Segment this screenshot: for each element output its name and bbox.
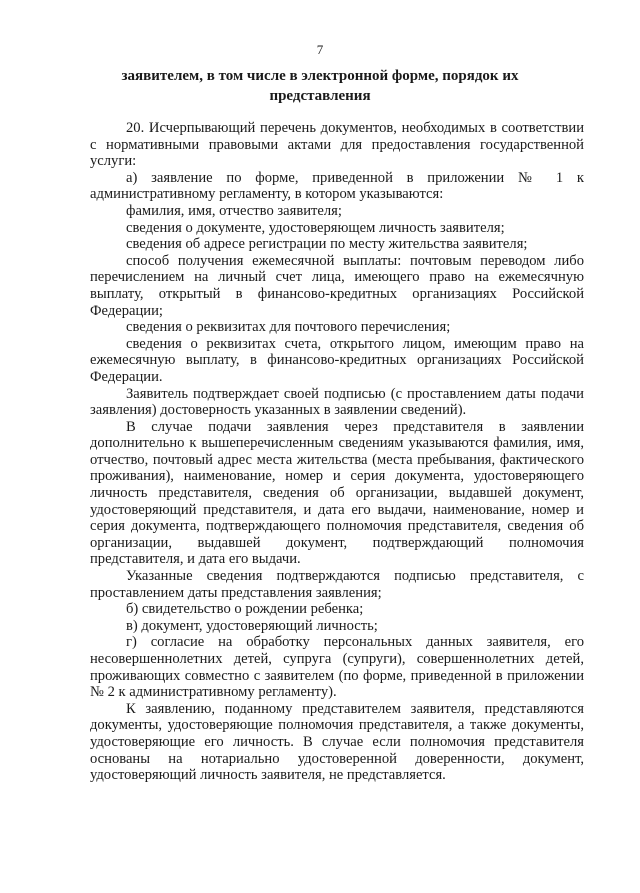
paragraph-item-20: 20. Исчерпывающий перечень документов, необходимых в соответствии с нормативными правовыми актами для предоставления государственной услуги: bbox=[90, 120, 584, 170]
paragraph-representative-signature: Указанные сведения подтверждаются подписью представителя, с проставлением даты представления заявления; bbox=[90, 568, 584, 601]
paragraph-identity-doc: сведения о документе, удостоверяющем личность заявителя; bbox=[126, 219, 505, 236]
paragraph-account-details: сведения о реквизитах счета, открытого лицом, имеющим право на ежемесячную выплату, в финансово-кредитных организациях Российской Федерации. bbox=[90, 335, 584, 385]
paragraph-address: сведения об адресе регистрации по месту жительства заявителя; bbox=[126, 236, 528, 253]
paragraph-payment-method: способ получения ежемесячной выплаты: почтовым переводом либо перечислением на личный счет лица, имеющего право на ежемесячную выплату, открытый в финансово-кредитных организациях Российской Федерации; bbox=[90, 252, 584, 319]
paragraph-item-g: г) согласие на обработку персональных данных заявителя, его несовершеннолетних детей, супруга (супруги), совершеннолетних детей, проживающих совместно с заявителем (по форме, приведенной в приложении № 2 к административному регламенту). bbox=[90, 634, 584, 701]
paragraph-signature: Заявитель подтверждает своей подписью (с проставлением даты подачи заявления) достоверность указанных в заявлении сведений). bbox=[90, 385, 584, 419]
section-heading: заявителем, в том числе в электронной форме, порядок их представления bbox=[121, 68, 519, 104]
paragraph-item-v: в) документ, удостоверяющий личность; bbox=[126, 617, 378, 634]
paragraph-fio: фамилия, имя, отчество заявителя; bbox=[126, 202, 342, 219]
paragraph-postal-details: сведения о реквизитах для почтового перечисления; bbox=[126, 319, 451, 336]
paragraph-representative-docs: К заявлению, поданному представителем заявителя, представляются документы, удостоверяющие полномочия представителя, а также документы, удостоверяющие его личность. В случае если полномочия представителя основаны на нотариально удостоверенной доверенности, документ, удостоверяющий личность заявителя, не представляется. bbox=[90, 700, 584, 784]
paragraph-representative: В случае подачи заявления через представителя в заявлении дополнительно к вышеперечисленным сведениям указываются фамилия, имя, отчество, почтовый адрес места жительства (места пребывания, фактического проживания), наименование, номер и серия документа, удостоверяющего личность представителя, сведения об организации, выдавшей документ, удостоверяющий представителя, и дата его выдачи, наименование, номер и серия документа, подтверждающего полномочия представителя, сведения об организации, выдавшей документ, подтверждающий полномочия представителя, и дата его выдачи. bbox=[90, 418, 584, 568]
page-number: 7 bbox=[316, 42, 324, 57]
paragraph-item-b: б) свидетельство о рождении ребенка; bbox=[126, 601, 364, 618]
document-body bbox=[90, 120, 584, 784]
paragraph-item-a: а) заявление по форме, приведенной в приложении № 1 к административному регламенту, в котором указываются: bbox=[90, 169, 584, 203]
